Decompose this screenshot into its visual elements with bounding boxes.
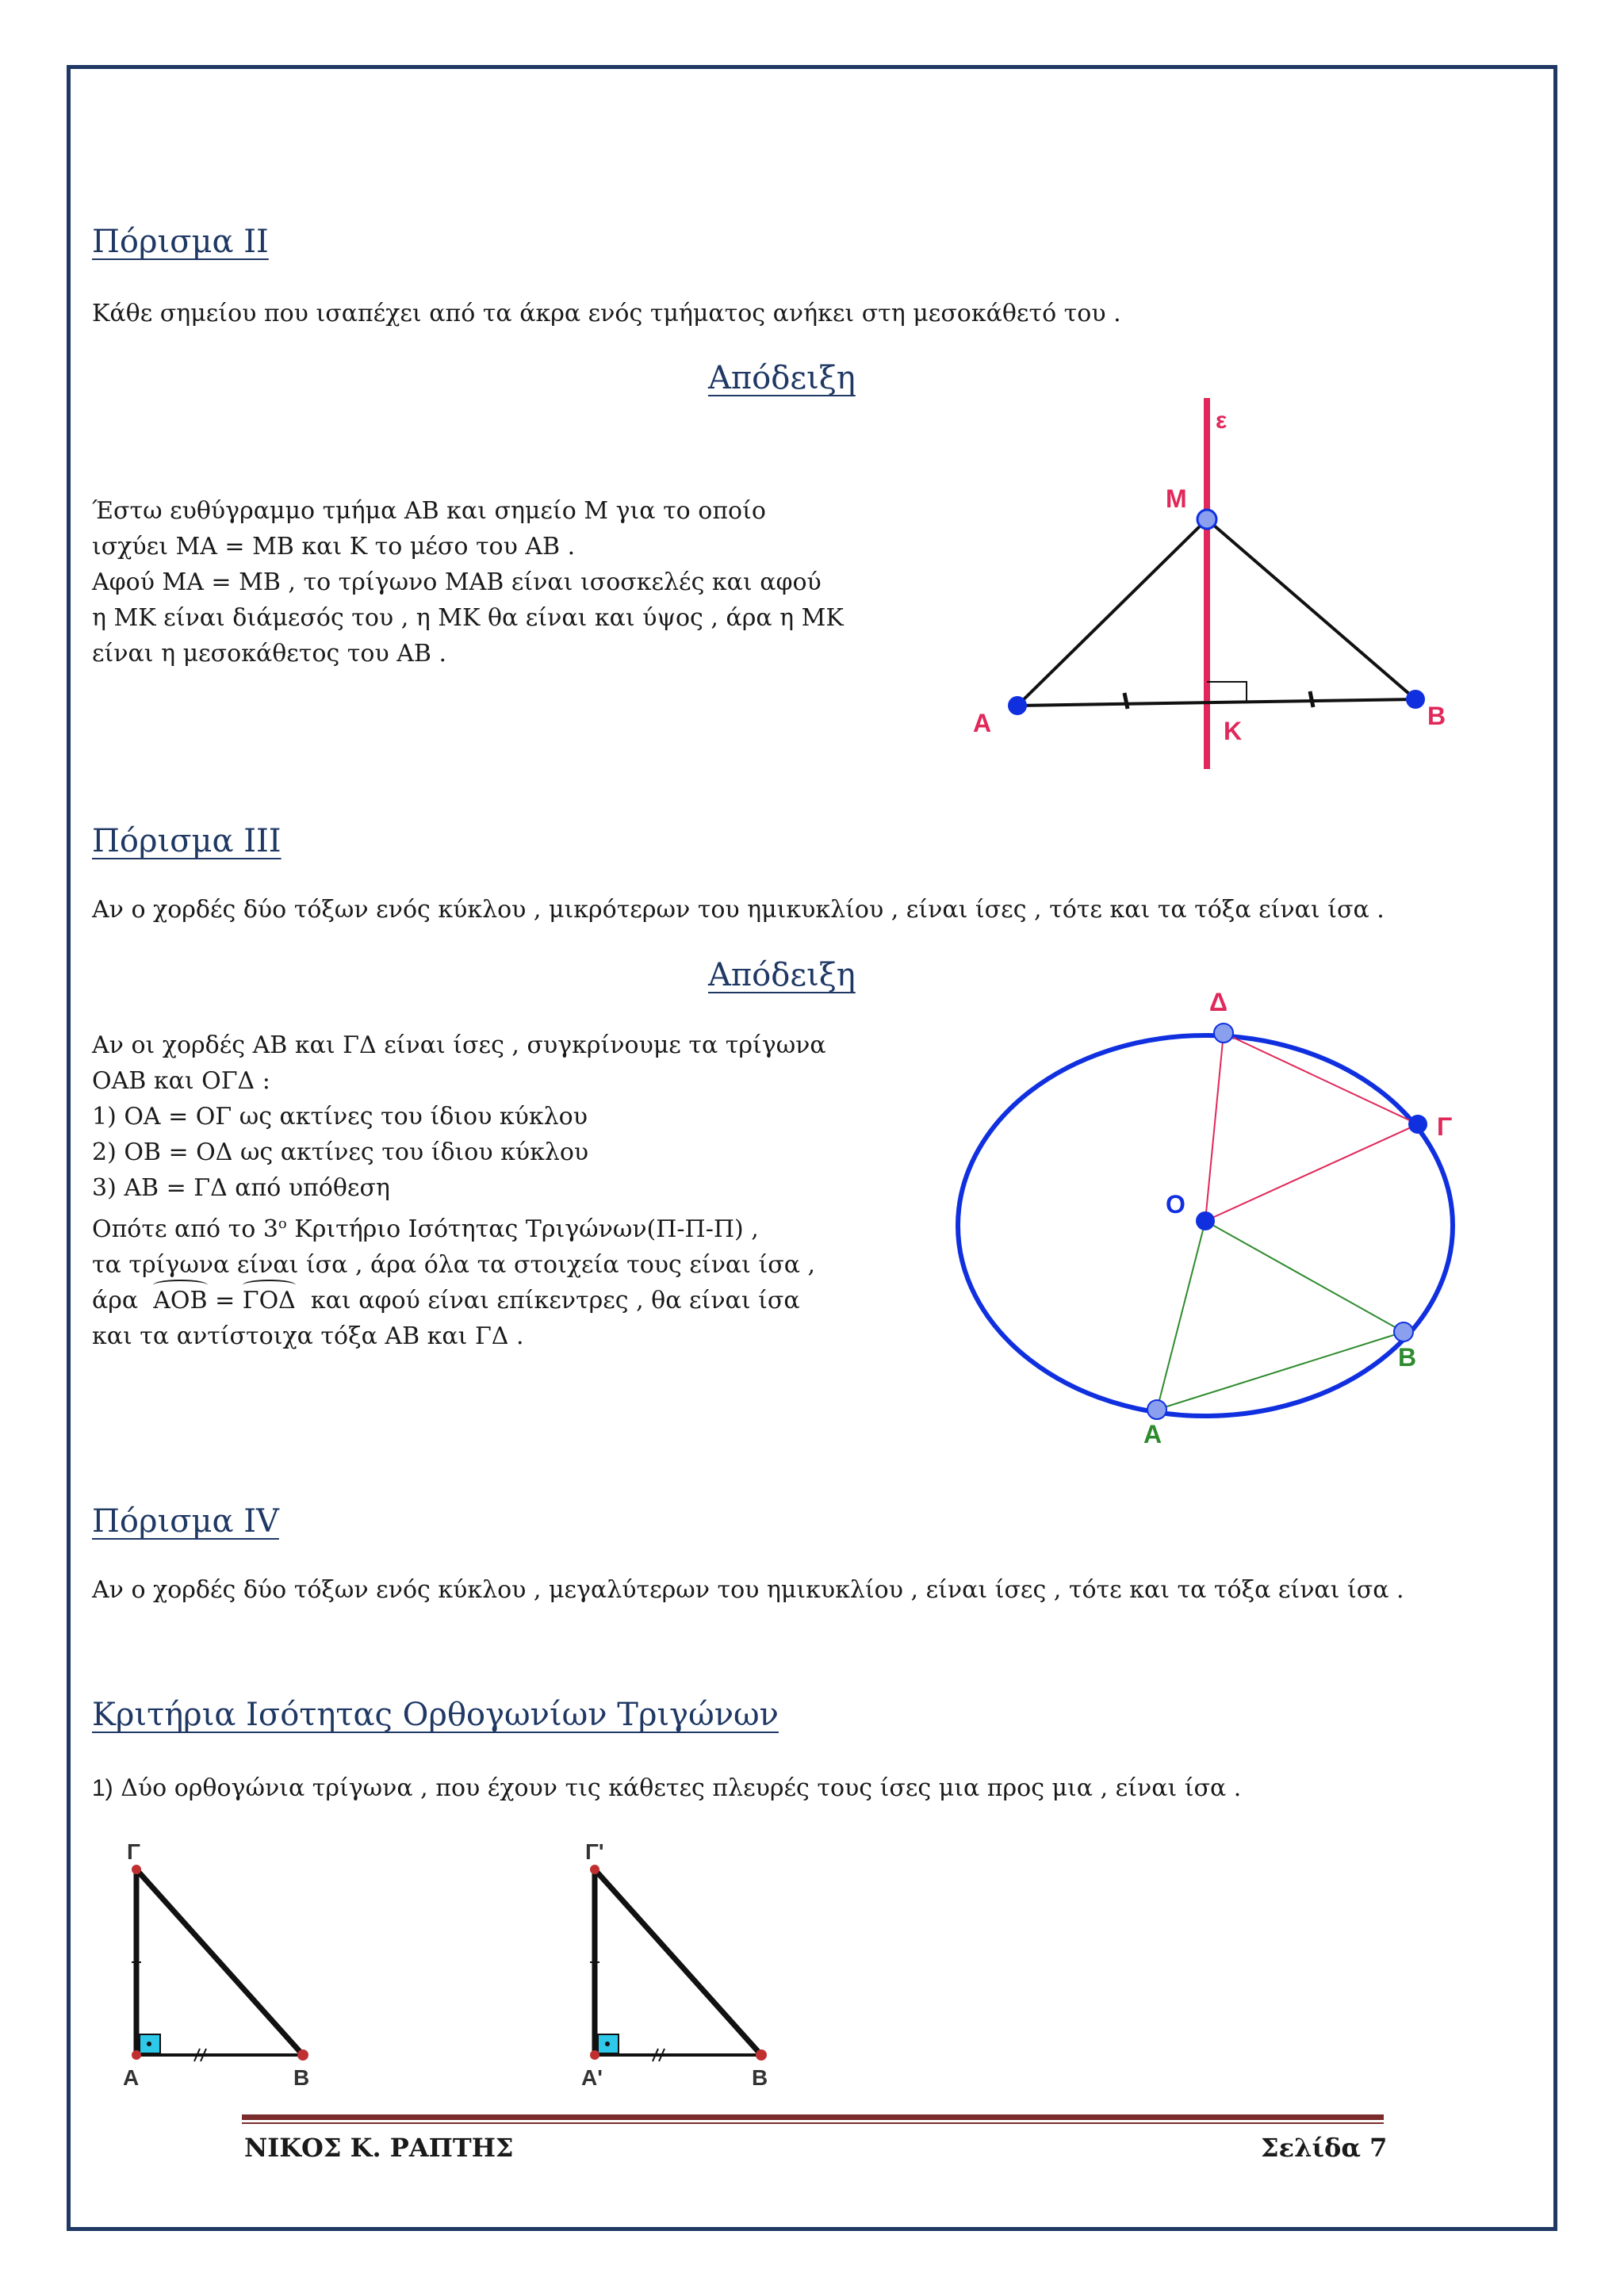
point-B xyxy=(756,2049,767,2061)
corollary-4-title: Πόρισμα ΙV xyxy=(92,1503,279,1540)
radius-OA xyxy=(1157,1221,1205,1410)
proof-line: και τα αντίστοιχα τόξα ΑΒ και ΓΔ . xyxy=(92,1322,524,1350)
proof-line: είναι η μεσοκάθετος του ΑΒ . xyxy=(92,640,447,668)
angle-AOB: ΑΟΒ xyxy=(153,1283,207,1318)
footer-bar xyxy=(242,2114,1384,2120)
corollary-2-proof-text xyxy=(92,493,844,672)
corollary-3-proof-text xyxy=(92,1027,826,1354)
proof-line: Έστω ευθύγραμμο τμήμα ΑΒ και σημείο Μ για το οποίο xyxy=(92,497,766,525)
label-A: Α xyxy=(1143,1420,1162,1448)
point-O xyxy=(1196,1211,1215,1230)
point-A xyxy=(1008,696,1027,715)
proof-line: ΟΑΒ και ΟΓΔ : xyxy=(92,1067,270,1095)
label-A: Α xyxy=(973,709,992,737)
radius-OD xyxy=(1205,1033,1224,1221)
point-B xyxy=(297,2049,308,2061)
angle-suffix: και αφού είναι επίκεντρες , θα είναι ίσα xyxy=(295,1287,800,1314)
point-A xyxy=(590,2050,599,2060)
point-A xyxy=(1147,1400,1166,1419)
label-M: Μ xyxy=(1166,484,1187,513)
tick-mark xyxy=(1124,693,1128,709)
point-D xyxy=(1214,1024,1233,1043)
corollary-3-proof-title: Απόδειξη xyxy=(708,957,856,993)
label-G: Γ xyxy=(1437,1112,1453,1141)
proof-line xyxy=(92,1283,826,1318)
label-B: Β xyxy=(752,2065,768,2090)
segment-MB xyxy=(1207,519,1415,699)
corollary-2-proof-title: Απόδειξη xyxy=(708,360,856,396)
segment-AB xyxy=(1017,699,1415,706)
perpendicular-bisector-figure xyxy=(952,388,1475,777)
label-O: Ο xyxy=(1166,1190,1185,1219)
right-angle-mark xyxy=(1207,682,1247,703)
criterion-superscript: ο xyxy=(278,1215,287,1232)
point-G xyxy=(590,1865,599,1874)
criterion-1-number: 1) xyxy=(92,1775,113,1801)
criterion-prefix: Οπότε από το 3 xyxy=(92,1215,278,1243)
proof-line: Αν οι χορδές ΑΒ και ΓΔ είναι ίσες , συγκρίνουμε τα τρίγωνα xyxy=(92,1031,826,1059)
right-triangle-2 xyxy=(577,1831,807,2093)
point-B xyxy=(1406,690,1425,709)
corollary-2-title: Πόρισμα ΙΙ xyxy=(92,224,269,260)
point-B xyxy=(1394,1322,1413,1341)
criterion-rest: Κριτήριο Ισότητας Τριγώνων(Π-Π-Π) , xyxy=(286,1215,759,1243)
point-M xyxy=(1197,510,1216,529)
label-B: Β xyxy=(1398,1343,1417,1372)
criterion-1-text: Δύο ορθογώνια τρίγωνα , που έχουν τις κάθετες πλευρές τους ίσες μια προς μια , είναι ίσα . xyxy=(113,1774,1242,1802)
proof-line: 1) ΟΑ = ΟΓ ως ακτίνες του ίδιου κύκλου xyxy=(92,1103,588,1131)
label-epsilon: ε xyxy=(1216,408,1228,434)
corollary-3-title: Πόρισμα ΙΙΙ xyxy=(92,823,282,859)
label-A: Α xyxy=(123,2065,140,2090)
proof-line: Αφού ΜΑ = ΜΒ , το τρίγωνο ΜΑΒ είναι ισοσκελές και αφού xyxy=(92,568,822,596)
radius-OB xyxy=(1205,1221,1404,1332)
radius-OG xyxy=(1205,1124,1418,1221)
proof-line: 3) ΑΒ = ΓΔ από υπόθεση xyxy=(92,1174,390,1202)
proof-line: η ΜΚ είναι διάμεσός του , η ΜΚ θα είναι και ύψος , άρα η ΜΚ xyxy=(92,604,844,632)
circle-chords-figure xyxy=(936,983,1475,1459)
label-D: Δ xyxy=(1209,988,1228,1016)
proof-line: τα τρίγωνα είναι ίσα , άρα όλα τα στοιχεία τους είναι ίσα , xyxy=(92,1251,816,1279)
tick-mark xyxy=(1310,691,1313,707)
criteria-title: Κριτήρια Ισότητας Ορθογωνίων Τριγώνων xyxy=(92,1697,779,1733)
corollary-3-statement: Αν ο χορδές δύο τόξων ενός κύκλου , μικρότερων του ημικυκλίου , είναι ίσες , τότε και τα τόξα είναι ίσα . xyxy=(92,896,1385,924)
point-G xyxy=(1408,1115,1427,1134)
point-A xyxy=(132,2050,141,2060)
footer-author: ΝΙΚΟΣ Κ. ΡΑΠΤΗΣ xyxy=(244,2133,514,2163)
angle-GOD: ΓΟΔ xyxy=(243,1283,296,1318)
label-B: Β xyxy=(293,2065,310,2090)
hypotenuse xyxy=(595,1869,761,2055)
corollary-4-statement: Αν ο χορδές δύο τόξων ενός κύκλου , μεγαλύτερων του ημικυκλίου , είναι ίσες , τότε και τα τόξα είναι ίσα . xyxy=(92,1576,1404,1604)
footer-bar-thin xyxy=(242,2122,1384,2124)
angle-equals: = xyxy=(207,1287,243,1314)
proof-line xyxy=(92,1206,826,1247)
point-G xyxy=(132,1865,141,1874)
label-B: Β xyxy=(1427,702,1446,730)
angle-prefix: άρα xyxy=(92,1287,154,1314)
footer-page-number: Σελίδα 7 xyxy=(1261,2133,1388,2163)
corollary-2-statement: Κάθε σημείου που ισαπέχει από τα άκρα ενός τμήματος ανήκει στη μεσοκάθετό του . xyxy=(92,300,1121,327)
criterion-1 xyxy=(92,1770,1241,1806)
chord-GD xyxy=(1224,1033,1418,1124)
right-angle-dot xyxy=(605,2042,610,2046)
hypotenuse xyxy=(136,1869,303,2055)
label-A: Α' xyxy=(581,2065,603,2090)
label-G: Γ xyxy=(127,1839,140,1864)
proof-line: ισχύει ΜΑ = ΜΒ και Κ το μέσο του ΑΒ . xyxy=(92,533,576,561)
segment-MA xyxy=(1017,519,1207,706)
right-triangle-1 xyxy=(119,1831,349,2093)
proof-line: 2) ΟΒ = ΟΔ ως ακτίνες του ίδιου κύκλου xyxy=(92,1138,589,1166)
right-angle-dot xyxy=(147,2042,151,2046)
label-G: Γ' xyxy=(585,1839,604,1864)
label-K: Κ xyxy=(1224,717,1243,745)
